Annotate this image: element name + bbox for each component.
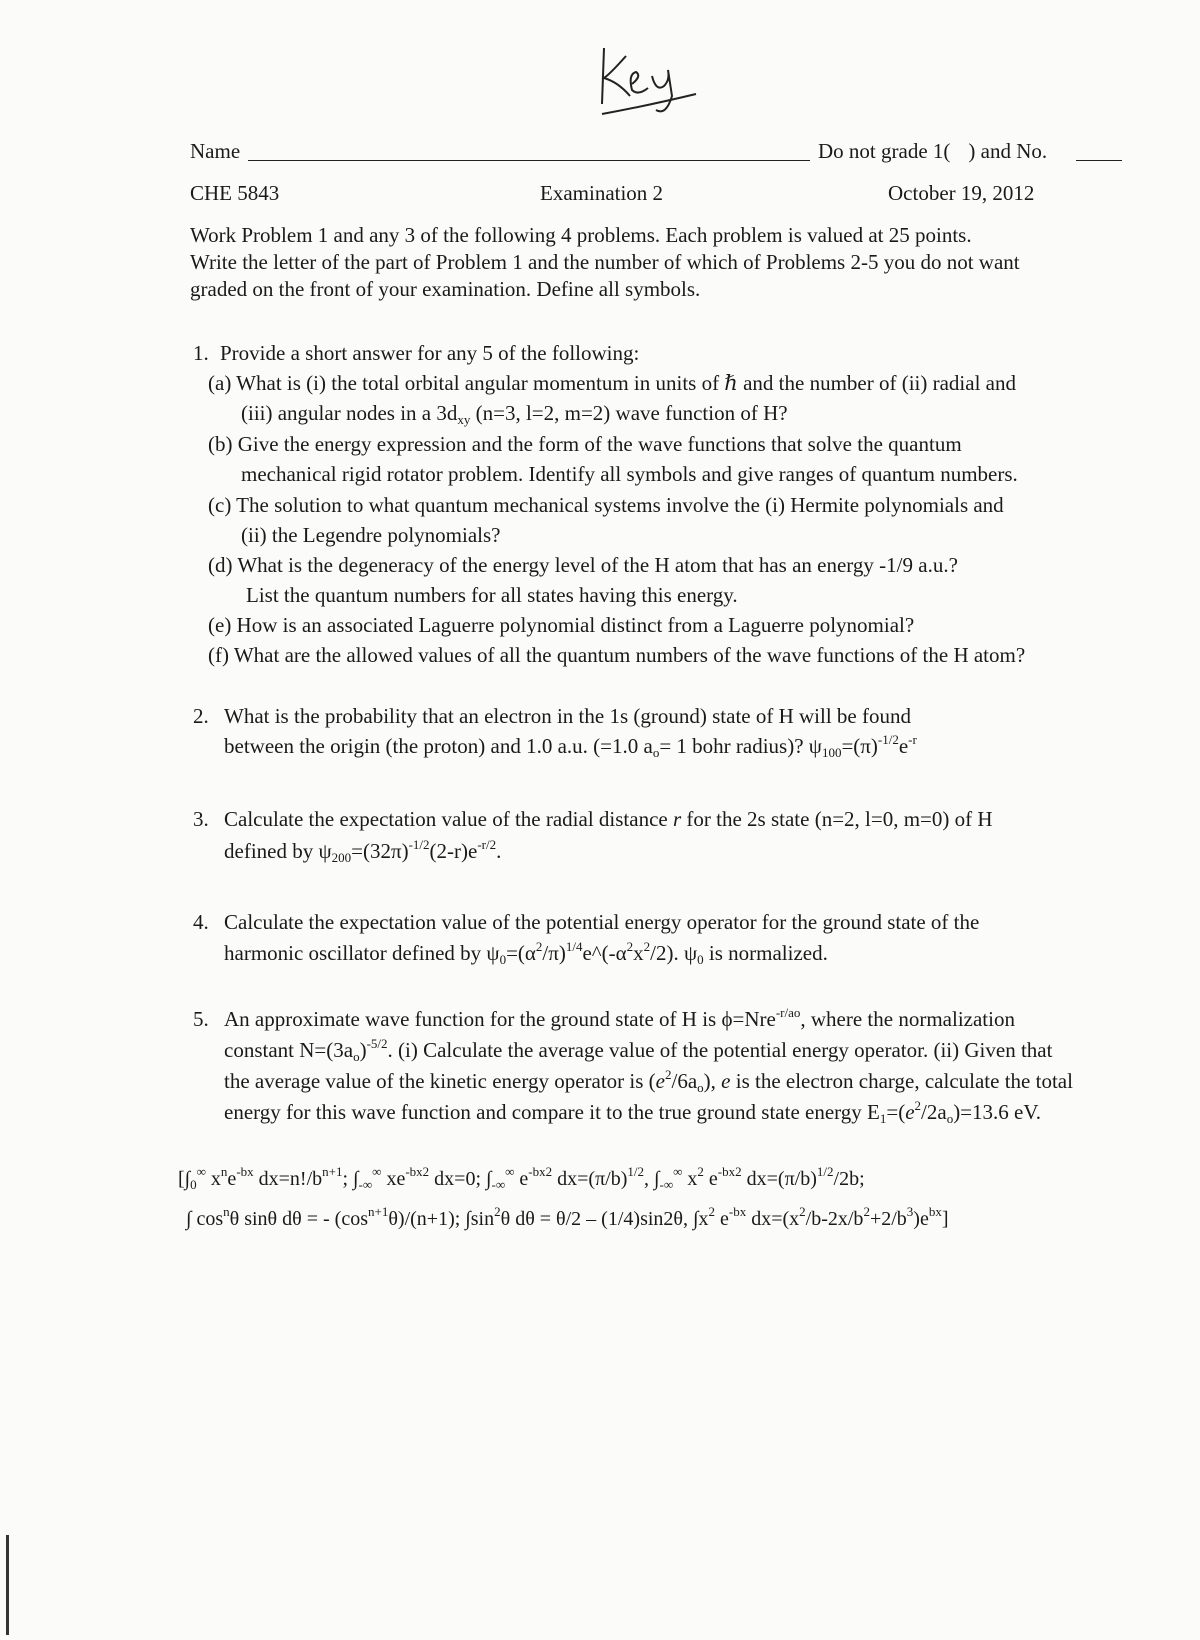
problem-1c-line-1: (c) The solution to what quantum mechanical systems involve the (i) Hermite polynomials and — [208, 493, 1004, 517]
exam-date: October 19, 2012 — [888, 181, 1035, 205]
scan-edge-mark — [6, 1535, 9, 1635]
instructions-line-1: Work Problem 1 and any 3 of the following 4 problems. Each problem is valued at 25 points. — [190, 223, 972, 247]
problem-1-prompt: Provide a short answer for any 5 of the following: — [220, 341, 640, 365]
problem-1a-line-1: (a) What is (i) the total orbital angular momentum in units of ℏ and the number of (ii) radial and — [208, 371, 1016, 395]
problem-4-number: 4. — [193, 910, 209, 934]
problem-2-line-2: between the origin (the proton) and 1.0 a.u. (=1.0 $a_o= 1$ bohr radius)? $\psi_{100}=(\pi)^{-1/2}e^{-r}$ — [224, 732, 917, 760]
problem-4-line-1: Calculate the expectation value of the potential energy operator for the ground state of the — [224, 910, 980, 934]
name-label: Name — [190, 139, 241, 163]
problem-3-line-1: Calculate the expectation value of the radial distance r for the 2s state (n=2, l=0, m=0) of H — [224, 807, 993, 831]
problem-1d-line-2: List the quantum numbers for all states having this energy. — [246, 583, 738, 607]
problem-2-number: 2. — [193, 704, 209, 728]
name-field[interactable] — [248, 160, 810, 161]
problem-1b-line-2: mechanical rigid rotator problem. Identify all symbols and give ranges of quantum numbers. — [241, 462, 1018, 486]
problem-1c-line-2: (ii) the Legendre polynomials? — [241, 523, 501, 547]
problem-5-line-3: the average value of the kinetic energy operator is $(e^2/6a_o)$, e is the electron charge, calculate the total — [224, 1067, 1073, 1095]
problem-2-line-1: What is the probability that an electron in the 1s (ground) state of H will be found — [224, 704, 911, 728]
problem-5-line-4: energy for this wave function and compare it to the true ground state energy $E_1=(e^2/2a_o)=13.6$ eV. — [224, 1098, 1042, 1126]
handwritten-key-signature — [596, 36, 706, 126]
formula-line-1: [$\int_0^\infty$ $x^ne^{-bx}$ $dx=n!/b^{n+1}$; $\int_{-\infty}^\infty$ $xe^{-bx2}$ dx=0; $\int_{-\infty}^\infty$ $e^{-bx2}$ $dx=(\pi/b)^{1/2}$, $\int_{-\infty}^\infty$ $x^2$ $e^{-bx2}$ $dx=(\pi/b)^{1/2}/2b$; — [178, 1164, 865, 1192]
problem-4-line-2: harmonic oscillator defined by $\psi_0=(\alpha^2/\pi)^{1/4}e\^{}(-\alpha^2x^2/2)$. $\psi_0$ is normalized. — [224, 939, 828, 967]
problem-1d-line-1: (d) What is the degeneracy of the energy level of the H atom that has an energy -1/9 a.u.? — [208, 553, 958, 577]
problem-5-line-1: An approximate wave function for the ground state of H is ϕ=Nre$^{-r/ao}$, where the normalization — [224, 1005, 1015, 1031]
course-code: CHE 5843 — [190, 181, 280, 205]
problem-5-line-2: constant $N=(3a_o)^{-5/2}$. (i) Calculate the average value of the potential energy operator. (ii) Given that — [224, 1036, 1053, 1064]
problem-1e-line-1: (e) How is an associated Laguerre polynomial distinct from a Laguerre polynomial? — [208, 613, 915, 637]
problem-1b-line-1: (b) Give the energy expression and the form of the wave functions that solve the quantum — [208, 432, 962, 456]
instructions-line-3: graded on the front of your examination. Define all symbols. — [190, 277, 701, 301]
formula-line-2: ∫ $\cos^n\theta$ sinθ dθ = - $(\cos^{n+1}\theta)/(n+1)$; $\int\sin^2\theta$ dθ = θ/2 – (1/4)sin2θ, $\int x^2$ $e^{-bx}$ $dx=(x^2/b-2x/b^2+2/b^3)e^{bx}$] — [186, 1204, 949, 1230]
problem-1f-line-1: (f) What are the allowed values of all the quantum numbers of the wave functions of the H atom? — [208, 643, 1026, 667]
problem-3-line-2: defined by $\psi_{200}=(32\pi)^{-1/2}(2-r)e^{-r/2}$. — [224, 837, 502, 865]
do-not-grade-label: Do not grade 1( ) and No. — [818, 139, 1048, 163]
problem-5-number: 5. — [193, 1007, 209, 1031]
problem-1a-line-2: (iii) angular nodes in a $3d_{xy}$ (n=3, l=2, m=2) wave function of H? — [241, 401, 788, 427]
do-not-grade-number-field[interactable] — [1076, 160, 1122, 161]
problem-1-number: 1. — [193, 341, 209, 365]
instructions-line-2: Write the letter of the part of Problem 1 and the number of which of Problems 2-5 you do not want — [190, 250, 1020, 274]
exam-title: Examination 2 — [540, 181, 664, 205]
problem-3-number: 3. — [193, 807, 209, 831]
